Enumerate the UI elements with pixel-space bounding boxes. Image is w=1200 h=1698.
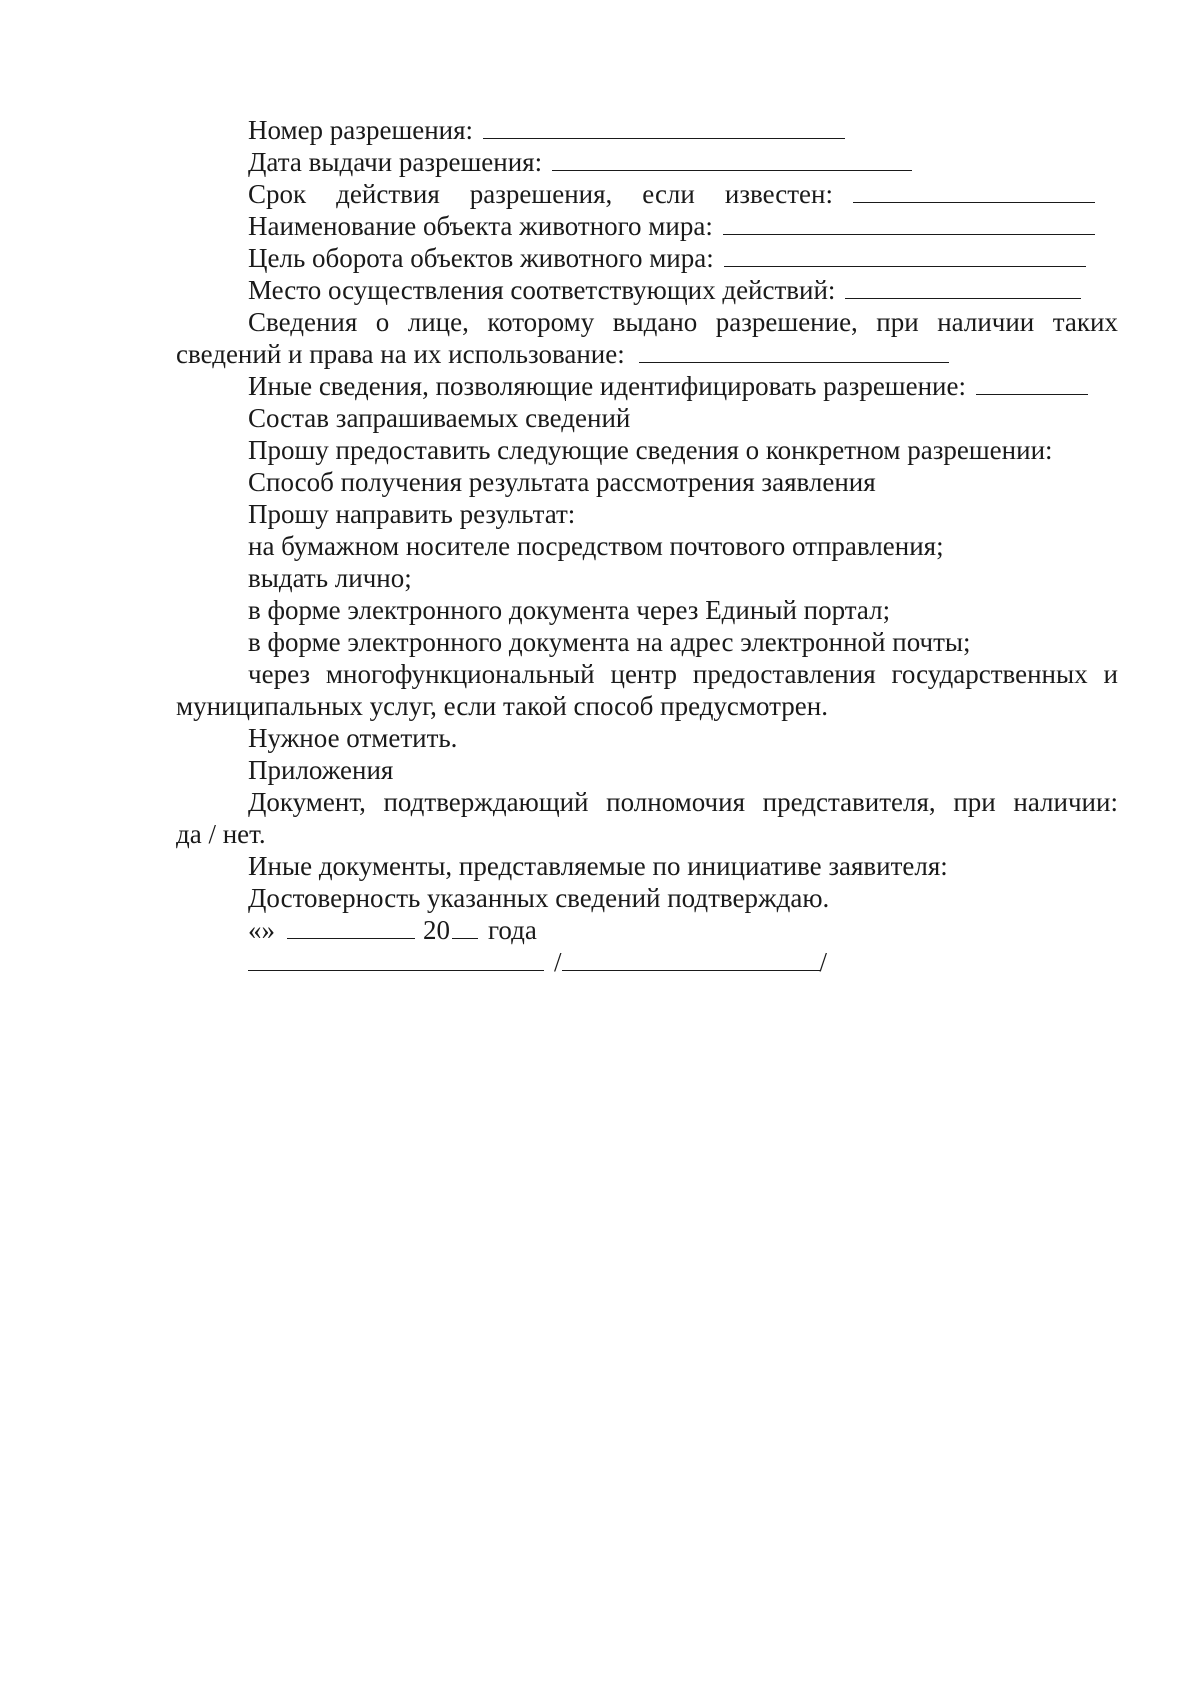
mark-note: Нужное отметить. — [248, 723, 458, 753]
date-quotes: «» — [248, 915, 275, 945]
person-info-line-1: Сведения о лице, которому выдано разрешение, при наличии таких — [248, 307, 1118, 337]
signature-name-field[interactable] — [562, 948, 820, 971]
method-heading: Способ получения результата рассмотрения заявления — [248, 467, 876, 497]
issue-date-label: Дата выдачи разрешения: — [248, 147, 543, 177]
place-label: Место осуществления соответствующих действий: — [248, 275, 836, 305]
wildlife-object-row — [176, 210, 1118, 242]
other-info-label: Иные сведения, позволяющие идентифицировать разрешение: — [248, 371, 966, 401]
person-info-label: сведений и права на их использование: — [176, 339, 625, 369]
option-mfc-line-2: муниципальных услуг, если такой способ предусмотрен. — [176, 691, 828, 721]
wildlife-object-label: Наименование объекта животного мира: — [248, 211, 713, 241]
date-century: 20 — [423, 915, 450, 945]
requested-info-heading: Состав запрашиваемых сведений — [248, 403, 631, 433]
option-in-person[interactable]: выдать лично; — [248, 563, 412, 593]
confirmation: Достоверность указанных сведений подтверждаю. — [248, 883, 830, 913]
validity-row — [176, 178, 1118, 210]
representative-line-2[interactable]: да / нет. — [176, 819, 266, 849]
other-documents: Иные документы, представляемые по инициативе заявителя: — [248, 851, 948, 881]
validity-label: Срок действия разрешения, если известен: — [248, 179, 833, 209]
option-portal[interactable]: в форме электронного документа через Единый портал; — [248, 595, 891, 625]
place-field[interactable] — [845, 276, 1081, 299]
signature-end: / — [819, 947, 828, 977]
wildlife-object-field[interactable] — [723, 212, 1095, 235]
date-row — [176, 914, 1118, 946]
representative-line-1: Документ, подтверждающий полномочия представителя, при наличии: — [248, 787, 1118, 817]
place-row — [176, 274, 1118, 306]
signature-field[interactable] — [248, 948, 544, 971]
date-year-word: года — [488, 915, 537, 945]
turnover-purpose-label: Цель оборота объектов животного мира: — [248, 243, 714, 273]
permit-number-field[interactable] — [483, 116, 845, 139]
validity-field[interactable] — [853, 180, 1095, 203]
signature-separator: / — [554, 947, 562, 977]
date-day-month-field[interactable] — [287, 916, 415, 939]
date-year-field[interactable] — [452, 916, 478, 939]
other-info-row — [176, 370, 1118, 402]
method-intro: Прошу направить результат: — [248, 499, 576, 529]
requested-info-text: Прошу предоставить следующие сведения о конкретном разрешении: — [248, 435, 1053, 465]
turnover-purpose-row — [176, 242, 1118, 274]
issue-date-field[interactable] — [552, 148, 912, 171]
application-form — [176, 114, 1118, 978]
signature-row — [176, 946, 1118, 978]
turnover-purpose-field[interactable] — [724, 244, 1086, 267]
person-info-field[interactable] — [639, 340, 949, 363]
permit-number-row — [176, 114, 1118, 146]
option-postal[interactable]: на бумажном носителе посредством почтового отправления; — [248, 531, 944, 561]
issue-date-row — [176, 146, 1118, 178]
other-info-field[interactable] — [976, 372, 1088, 395]
person-info-line-2 — [176, 338, 1118, 370]
attachments-heading: Приложения — [248, 755, 394, 785]
option-email[interactable]: в форме электронного документа на адрес электронной почты; — [248, 627, 971, 657]
option-mfc-line-1[interactable]: через многофункциональный центр предоставления государственных и — [248, 659, 1118, 689]
permit-number-label: Номер разрешения: — [248, 115, 474, 145]
